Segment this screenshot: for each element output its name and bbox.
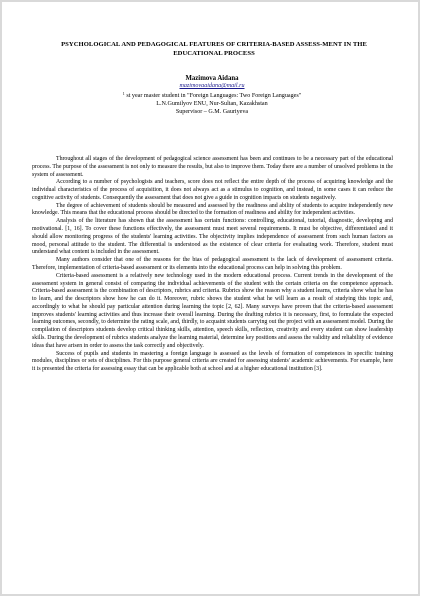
author-affiliation bbox=[2, 82, 422, 116]
author-name: Mazimova Aidana bbox=[185, 75, 239, 82]
paragraph: The degree of achievement of students should be measured and assessed by the readiness and ability of students to acquire independently new knowledge. This means that the educational process should be directed to the formation of readiness and ability for independent activities. bbox=[32, 202, 393, 217]
paper-body bbox=[32, 156, 393, 374]
paragraph: According to a number of psychologists and teachers, score does not reflect the entire depth of the process of acquiring knowledge and the individual characteristics of the process of acquisition, it does not always act as a stimulus to cognition, and instead, in some cases it can reduce the cognitive activity of students. Consequently the assessment that does not give a guide in cognition impacts on students negatively. bbox=[32, 179, 393, 201]
paragraph: Many authors consider that one of the reasons for the bias of pedagogical assessment is the lack of development of assessment criteria. Therefore, implementation of criteria-based assessment or its elements into the educational process can help in solving this problem. bbox=[32, 257, 393, 271]
paragraph: Throughout all stages of the development of pedagogical science assessment has been and continues to be a necessary part of the educational process. The purpose of the assessment is not only to measure the results, but also to improve them. Today there are a number of unsolved problems in the system of assessment. bbox=[32, 156, 393, 178]
author-university: L.N.Gumilyov ENU, Nur-Sultan, Kazakhstan bbox=[156, 101, 268, 107]
paragraph: Success of pupils and students in mastering a foreign language is assessed as the levels of formation of competences in specific training modules, disciplines or sets of disciplines. For this purpose general criteria are created for assessing students' academic achievements. For example, here it is presented the criteria for assessing essay that can be applicable both at school and at a higher educational institution [3]. bbox=[32, 350, 393, 373]
author-supervisor: Supervisor – G.M. Gauriyeva bbox=[175, 109, 249, 115]
paragraph: Criteria-based assessment is a relatively new technology used in the modern educational process. Current trends in the development of the assessment system in general consist of comparing the individual achievements of the student with the certain criteria on the competence approach. Criteria-based assessment is the combination of descriptors, rubrics and criteria. Rubrics show the reason why a student learns, criteria show what he has to learn, and the descriptors show how he can do it. Moreover, rubric shows the student what he will learn as a result of studying this topic and, accordingly to what he should pay particular attention during learning the topic [2, 62]. Many surveys have proven that the criteria-based assessment improves students' learning activities and thus increase their overall learning. During the drafting rubrics it is necessary, first, to formulate the expected learning outcomes, secondly, to determine the rating scale, and, thirdly, to acquaint students carrying out the project with an assessment model. During the compilation of descriptors students develop critical thinking skills, attention, speech skills, reflection, creativity and every student can show leadership skills. During the development of rubrics students analyze the learning material, determine key positions and assess the validity and reliability of evidence ideas that have arisen in order to assess the task correctly and objectively. bbox=[32, 272, 393, 349]
author-email-link[interactable]: mazimovaaidana@mail.ru bbox=[179, 83, 245, 89]
author-status: $^1$ st year master student in "Foreign Languages: Two Foreign Languages" bbox=[122, 91, 302, 99]
paper-title: PSYCHOLOGICAL AND PEDAGOGICAL FEATURES OF CRITERIA-BASED ASSESS-MENT IN THE EDUCATIONAL PROCESS bbox=[61, 41, 367, 57]
paragraph: Analysis of the literature has shown that the assessment has certain functions: controlling, educational, tutorial, diagnostic, developing and motivational. [1, 16]. To cover these functions effectively, the assessment must meet several requirements. It must be objective, differentiated and it should allow monitoring progress of the students' learning activities. The objectivity implies independence of assessment from such human factors as mood, personal attitude to the student. The differential is understood as the existence of clear criteria for evaluating work. Therefore, student must understand what content is included in the assessment. bbox=[32, 218, 393, 256]
